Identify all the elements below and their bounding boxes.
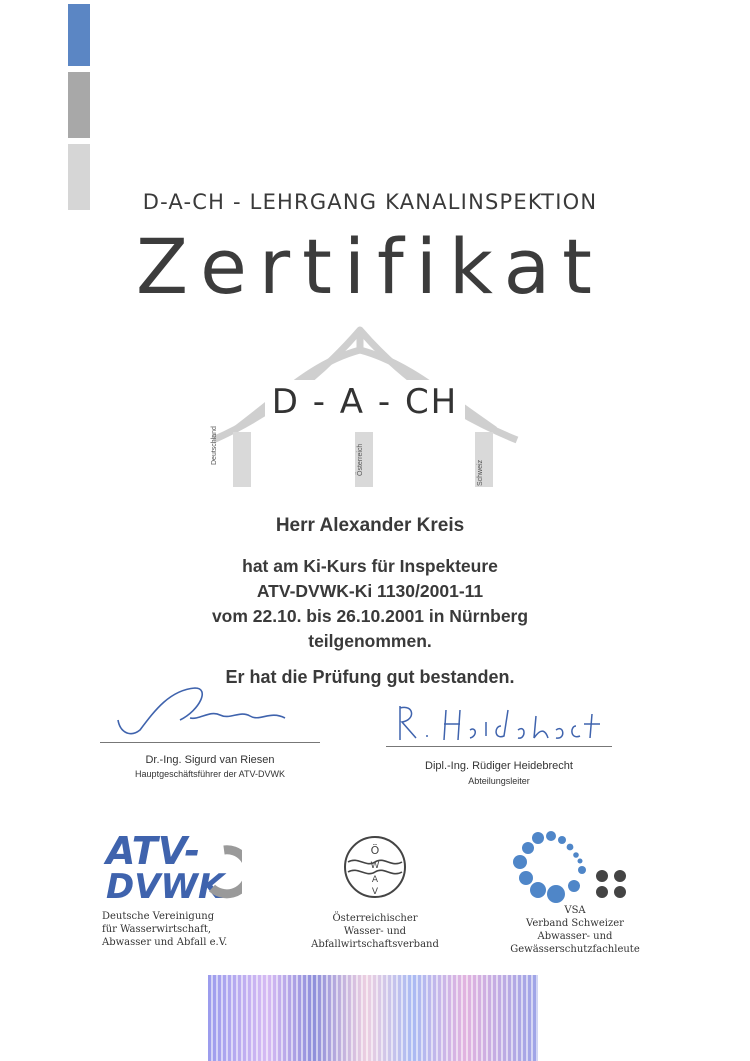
logo-text-line: Gewässerschutzfachleute (510, 944, 640, 955)
document-title: Zertifikat (136, 222, 604, 311)
logo-text-line: Deutsche Vereinigung (102, 911, 215, 922)
signer-role: Hauptgeschäftsführer der ATV-DVWK (135, 769, 285, 779)
logo-text-line: Abwasser- und (537, 931, 613, 942)
signer-role: Abteilungsleiter (468, 776, 530, 786)
vsa-logo (500, 828, 650, 963)
signature-line (100, 742, 320, 743)
vsa-logo-icon (508, 828, 638, 908)
exam-result: Er hat die Prüfung gut bestanden. (225, 667, 515, 687)
atv-dvwk-logo-icon (102, 830, 242, 906)
course-details (0, 554, 740, 654)
signer-name: Dipl.-Ing. Rüdiger Heidebrecht (425, 760, 573, 772)
handwritten-signature-icon (386, 696, 612, 748)
course-line: hat am Ki-Kurs für Inspekteure (242, 556, 498, 576)
svg-text:V: V (371, 887, 379, 897)
vsa-description (500, 904, 650, 956)
atv-description (102, 910, 242, 949)
decor-bar-gray (68, 72, 90, 138)
oewav-logo (300, 830, 450, 960)
svg-text:ATV-: ATV- (106, 830, 201, 873)
signature-line (386, 746, 612, 747)
signer-name: Dr.-Ing. Sigurd van Riesen (145, 754, 275, 766)
country-label-germany: Deutschland (211, 426, 218, 465)
recipient-name: Herr Alexander Kreis (275, 515, 465, 536)
oewav-logo-icon (340, 832, 410, 902)
course-title: D-A-CH - LEHRGANG KANALINSPEKTION (142, 190, 598, 214)
country-label-switzerland: Schweiz (477, 459, 484, 486)
oewav-description (300, 912, 450, 951)
logo-text-line: Verband Schweizer (526, 918, 624, 929)
signature-right (386, 696, 612, 788)
logo-text-line: Österreichischer (332, 913, 418, 924)
signature-left (100, 680, 320, 780)
handwritten-signature-icon (100, 680, 320, 744)
svg-text:DVWK: DVWK (106, 867, 225, 906)
logo-text-line: Abfallwirtschaftsverband (311, 939, 439, 950)
decor-bar-blue (68, 4, 90, 66)
atv-dvwk-logo (102, 830, 252, 960)
svg-text:Ö: Ö (370, 844, 380, 857)
svg-text:W: W (370, 861, 380, 871)
hologram-strip (208, 975, 538, 1061)
emblem-main-label: D - A - CH (271, 382, 459, 422)
logo-text-line: für Wasserwirtschaft, (102, 924, 212, 935)
course-line: ATV-DVWK-Ki 1130/2001-11 (256, 581, 484, 601)
course-line: vom 22.10. bis 26.10.2001 in Nürnberg (211, 606, 529, 626)
vsa-acronym: VSA (564, 905, 586, 916)
dach-emblem (205, 322, 525, 490)
svg-text:A: A (371, 875, 379, 885)
course-line: teilgenommen. (308, 631, 432, 651)
country-label-austria: Österreich (357, 443, 364, 476)
logo-text-line: Abwasser und Abfall e.V. (102, 937, 228, 948)
logo-text-line: Wasser- und (343, 926, 407, 937)
